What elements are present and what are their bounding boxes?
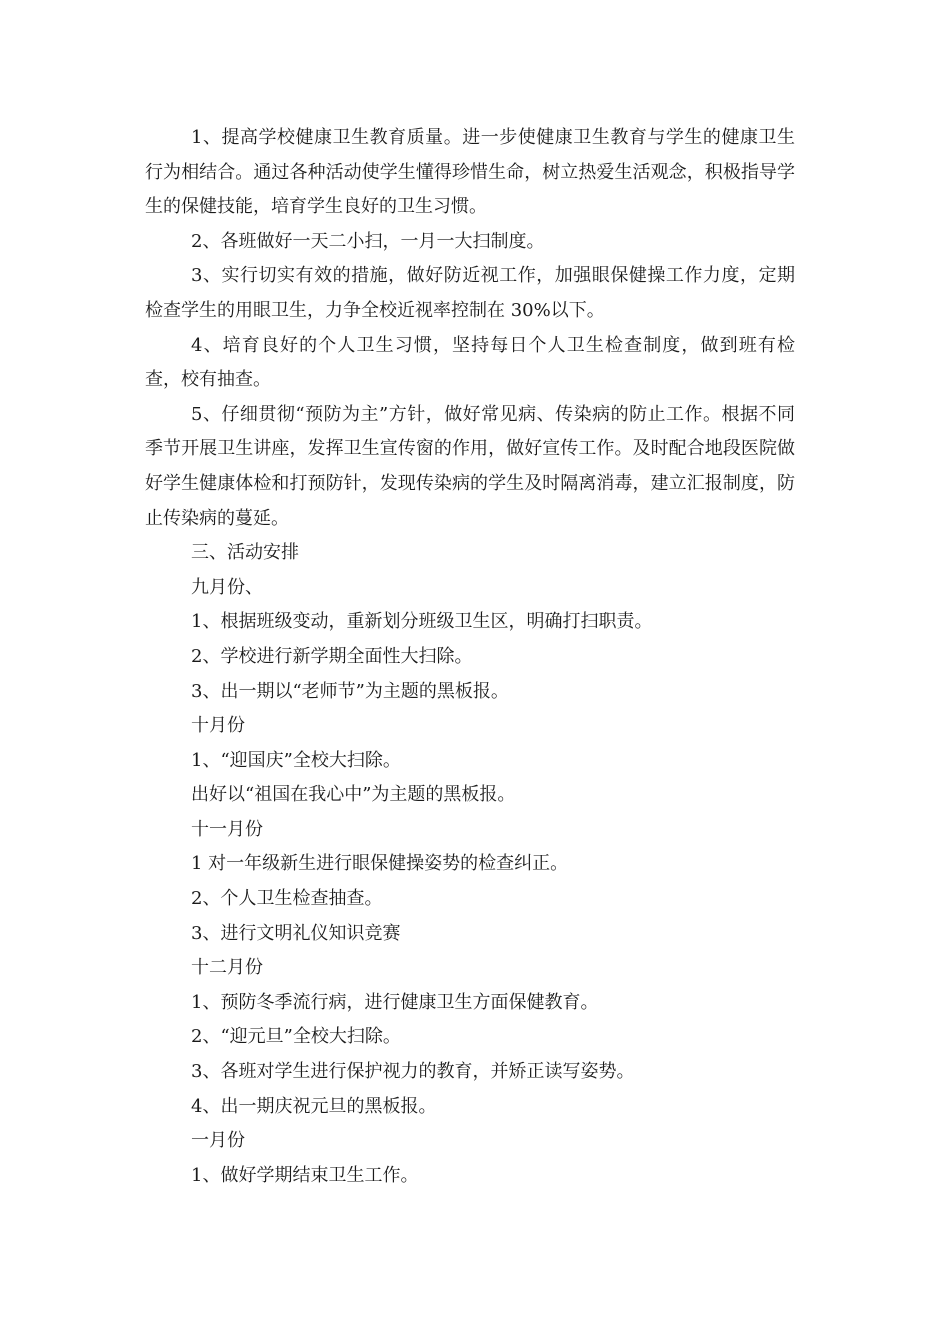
list-item: 1、“迎国庆”全校大扫除。 (191, 749, 401, 771)
list-item: 1 对一年级新生进行眼保健操姿势的检查纠正。 (191, 853, 569, 875)
list-item: 4、出一期庆祝元旦的黑板报。 (191, 1095, 437, 1117)
document-body (145, 121, 795, 1193)
month-heading-october: 十月份 (191, 715, 245, 737)
paragraph-item-5-disease-prevention: 5、仔细贯彻“预防为主”方针，做好常见病、传染病的防止工作。根据不同季节开展卫生讲座，发挥卫生宣传窗的作用，做好宣传工作。及时配合地段医院做好学生健康体检和打预防针，发现传染病的学生及时隔离消毒，建立汇报制度，防止传染病的蔓延。 (145, 403, 795, 529)
month-heading-january: 一月份 (191, 1130, 245, 1152)
list-item: 2、个人卫生检查抽查。 (191, 888, 383, 910)
list-item: 3、出一期以“老师节”为主题的黑板报。 (191, 680, 509, 702)
list-item: 3、进行文明礼仪知识竞赛 (191, 922, 401, 944)
month-heading-september: 九月份、 (191, 576, 263, 598)
paragraph-item-1-health-education: 1、提高学校健康卫生教育质量。进一步使健康卫生教育与学生的健康卫生行为相结合。通过各种活动使学生懂得珍惜生命，树立热爱生活观念，积极指导学生的保健技能，培育学生良好的卫生习惯。 (145, 127, 795, 218)
paragraph-item-4-personal-hygiene: 4、培育良好的个人卫生习惯，坚持每日个人卫生检查制度，做到班有检查，校有抽查。 (145, 334, 795, 391)
month-heading-december: 十二月份 (191, 957, 263, 979)
section-heading-activity-schedule: 三、活动安排 (191, 542, 299, 564)
list-item: 1、根据班级变动，重新划分班级卫生区，明确打扫职责。 (191, 611, 653, 633)
month-heading-november: 十一月份 (191, 818, 263, 840)
paragraph-item-2-cleaning-schedule: 2、各班做好一天二小扫，一月一大扫制度。 (191, 230, 545, 252)
list-item: 出好以“祖国在我心中”为主题的黑板报。 (191, 784, 516, 806)
list-item: 3、各班对学生进行保护视力的教育，并矫正读写姿势。 (191, 1061, 635, 1083)
list-item: 2、学校进行新学期全面性大扫除。 (191, 645, 473, 667)
list-item: 2、“迎元旦”全校大扫除。 (191, 1026, 401, 1048)
paragraph-item-3-myopia-prevention: 3、实行切实有效的措施，做好防近视工作，加强眼保健操工作力度，定期检查学生的用眼卫生，力争全校近视率控制在 30%以下。 (145, 265, 795, 321)
list-item: 1、做好学期结束卫生工作。 (191, 1164, 419, 1186)
list-item: 1、预防冬季流行病，进行健康卫生方面保健教育。 (191, 991, 599, 1013)
